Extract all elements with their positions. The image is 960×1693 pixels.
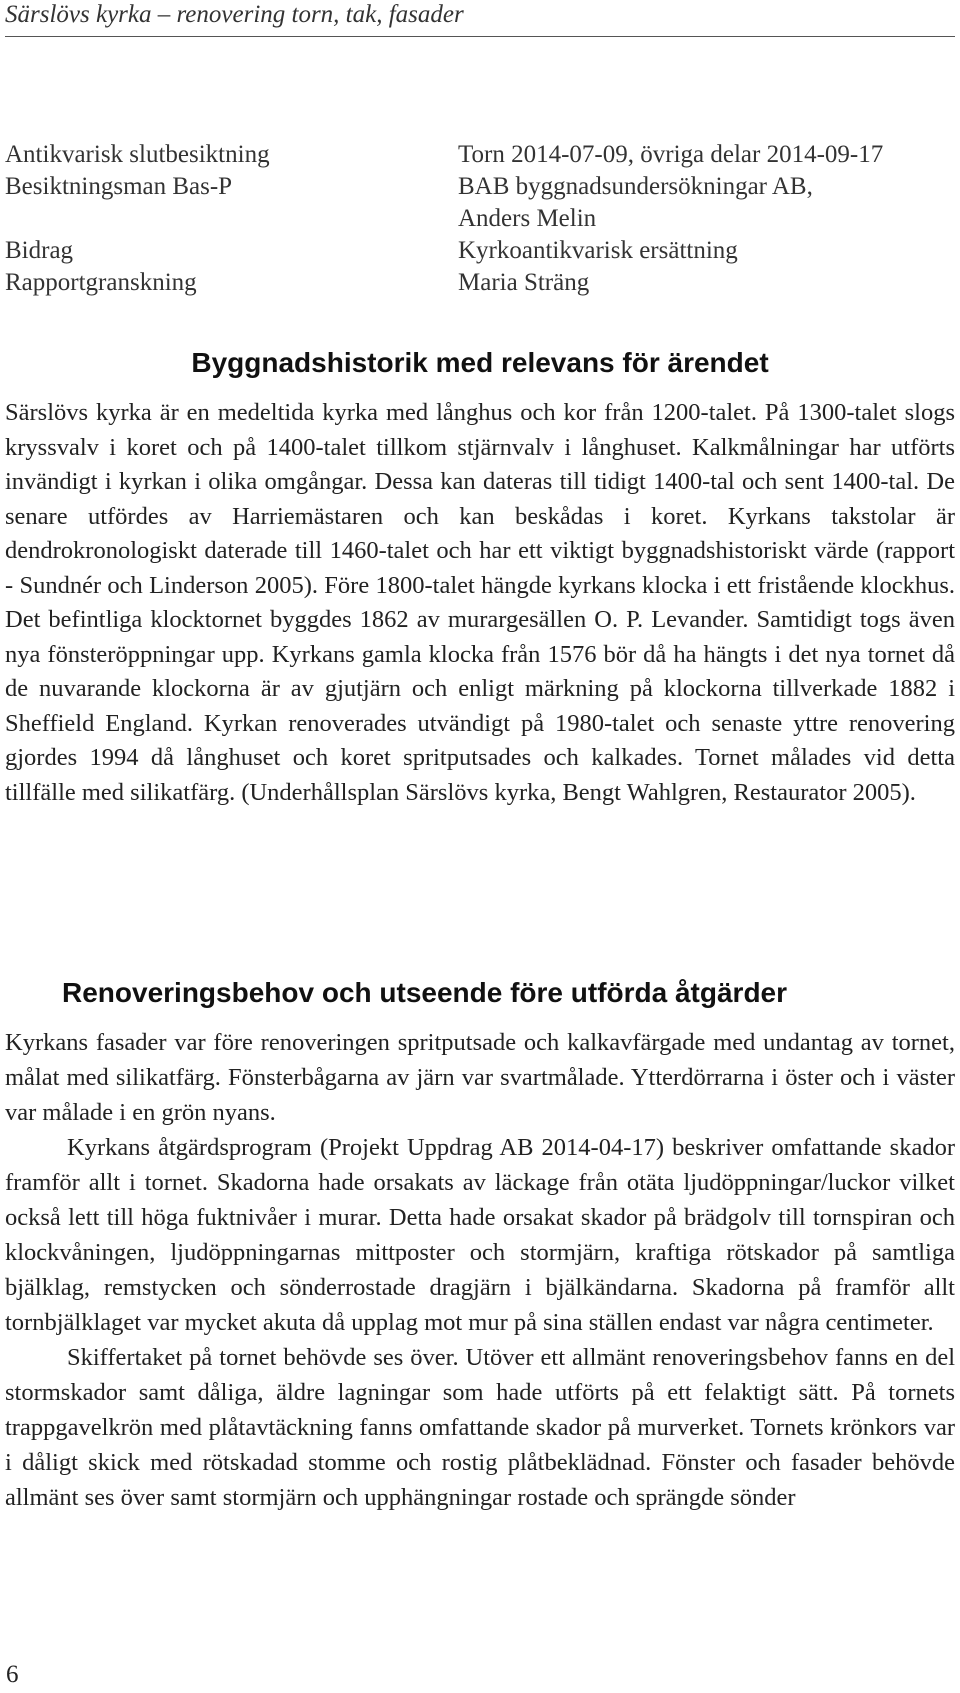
- section-body-historik: [5, 396, 955, 810]
- section-heading-renovering: Renoveringsbehov och utseende före utförda åtgärder: [62, 977, 788, 1008]
- meta-label: Besiktningsman Bas-P: [5, 173, 233, 200]
- meta-row-slutbesiktning: [5, 139, 955, 171]
- meta-row-besiktningsman: [5, 171, 955, 203]
- page-number: 6: [6, 1661, 19, 1688]
- paragraph: Kyrkans åtgärdsprogram (Projekt Uppdrag AB 2014-04-17) beskriver omfattande skador framför allt i tornet. Skadorna hade orsakats av läckage från otäta ljudöppningar/luckor vilket också lett till höga fuktnivåer i murar. Detta hade orsakat skador på brädgolv till tornspiran och klockvåningen, ljudöppningarnas mittposter och stormjärn, kraftiga rötskador på samtliga bjälklag, remstycken och sönderrostade dragjärn i bjälkändarna. Skadorna på framför allt tornbjälklaget var mycket akuta då upplag mot mur på sina ställen endast var några centimeter.: [5, 1134, 955, 1336]
- meta-row-besiktningsman-cont: [5, 203, 955, 235]
- meta-value: Kyrkoantikvarisk ersättning: [458, 237, 738, 264]
- section-heading-historik: Byggnadshistorik med relevans för ärendet: [191, 347, 769, 378]
- meta-label: [5, 203, 458, 235]
- section-body-renovering: [5, 1025, 955, 1515]
- meta-value: Anders Melin: [458, 205, 597, 232]
- meta-label: Bidrag: [5, 237, 74, 264]
- paragraph: Kyrkans fasader var före renoveringen spritputsade och kalkavfärgade med undantag av tornet, målat med silikatfärg. Fönsterbågarna av järn var svartmålade. Ytterdörrarna i öster och i väster var målade i en grön nyans.: [5, 1029, 955, 1126]
- meta-label: Antikvarisk slutbesiktning: [5, 141, 270, 168]
- paragraph: Skiffertaket på tornet behövde ses över. Utöver ett allmänt renoveringsbehov fanns en del stormskador samt dåliga, äldre lagningar som hade utförts på ett felaktigt sätt. På tornets trappgavelkrön med plåtavtäckning fanns omfattande skador på murverket. Tornets krönkors var i dåligt skick med rötskadad stomme och rostig plåtbeklädnad. Fönster och fasader behövde allmänt ses över samt stormjärn och upphängningar rostade och sprängde sönder: [5, 1344, 955, 1511]
- meta-value: Torn 2014-07-09, övriga delar 2014-09-17: [458, 141, 884, 168]
- running-header: Särslövs kyrka – renovering torn, tak, fasader: [5, 0, 955, 37]
- meta-label: Rapportgranskning: [5, 269, 197, 296]
- meta-row-rapportgranskning: [5, 267, 955, 299]
- paragraph: Särslövs kyrka är en medeltida kyrka med långhus och kor från 1200-talet. På 1300-talet slogs kryssvalv i koret och på 1400-talet tillkom stjärnvalv i långhuset. Kalkmålningar har utförts invändigt i kyrkan i olika omgångar. Dessa kan dateras till tidigt 1400-tal och sent 1400-tal. De senare utfördes av Harriemästaren och kan beskådas i koret. Kyrkans takstolar är dendrokronologiskt daterade till 1460-talet och har ett viktigt byggnadshistoriskt värde (rapport - Sundnér och Linderson 2005). Före 1800-talet hängde kyrkans klocka i ett fristående klockhus. Det befintliga klocktornet byggdes 1862 av murargesällen O. P. Levander. Samtidigt togs även nya fönsteröppningar upp. Kyrkans gamla klocka från 1576 bör då ha hängts i det nya tornet då de nuvarande klockorna är av gjutjärn och enligt märkning på klockorna tillverkade 1882 i Sheffield England. Kyrkan renoverades utvändigt på 1980-talet och senaste yttre renovering gjordes 1994 då långhuset och koret spritputsades och kalkades. Tornet målades vid detta tillfälle med silikatfärg. (Underhållsplan Särslövs kyrka, Bengt Wahlgren, Restaurator 2005).: [5, 399, 955, 806]
- meta-value: BAB byggnadsundersökningar AB,: [458, 173, 813, 200]
- meta-row-bidrag: [5, 235, 955, 267]
- inspection-metadata: [5, 139, 955, 299]
- meta-value: Maria Sträng: [458, 269, 590, 296]
